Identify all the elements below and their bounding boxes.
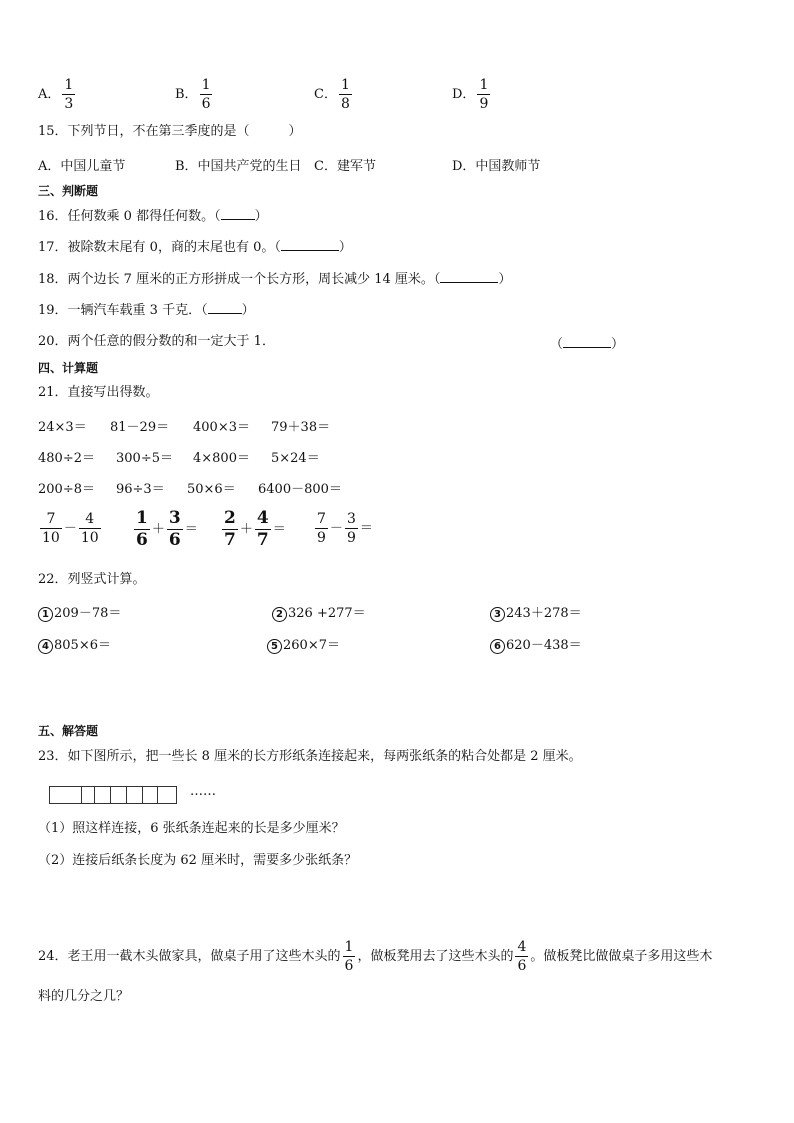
fraction <box>315 512 328 545</box>
paren-close: ） <box>611 337 625 352</box>
fraction-calc-4 <box>313 512 373 545</box>
q15-option-c: C．建军节 <box>314 159 376 174</box>
paper-strip-diagram <box>49 786 177 804</box>
option-label: A． <box>38 87 61 102</box>
fraction <box>515 940 528 973</box>
denominator: 7 <box>224 530 236 550</box>
q16 <box>38 207 268 226</box>
q23-stem: 23．如下图所示，把一些长 8 厘米的长方形纸条连接起来，每两张纸条的粘合处都是 2 厘米。 <box>38 749 582 764</box>
numerator: 3 <box>168 508 181 528</box>
denominator: 6 <box>201 96 211 112</box>
fraction <box>79 512 101 545</box>
numerator: 1 <box>136 508 148 528</box>
fraction <box>343 940 356 973</box>
section-5-title: 五、解答题 <box>38 724 99 738</box>
q18 <box>38 270 511 289</box>
q14-option-b <box>175 78 214 111</box>
strip-divider <box>110 787 111 803</box>
numerator: 4 <box>85 511 95 527</box>
answer-blank[interactable] <box>281 238 339 251</box>
fraction-calc-1 <box>38 512 103 545</box>
calc-item: 400×3＝ <box>193 420 250 435</box>
answer-blank[interactable] <box>440 270 498 283</box>
denominator: 6 <box>517 958 527 974</box>
calc-item: 96÷3＝ <box>116 482 165 497</box>
numerator: 4 <box>517 939 527 955</box>
numerator: 7 <box>46 511 56 527</box>
q22-stem: 22．列竖式计算。 <box>38 572 146 587</box>
q16-text: 16．任何数乘 0 都得任何数。（ <box>38 209 221 224</box>
q15-option-b: B．中国共产党的生日 <box>175 159 302 174</box>
operator: － <box>329 521 343 536</box>
q17 <box>38 238 352 257</box>
calc-item: 50×6＝ <box>187 482 236 497</box>
denominator: 8 <box>340 96 350 112</box>
denominator: 7 <box>256 530 269 550</box>
denominator: 6 <box>136 530 148 550</box>
equals: ＝ <box>272 522 286 537</box>
option-label: C． <box>314 87 337 102</box>
fraction <box>200 78 213 111</box>
denominator: 3 <box>64 96 74 112</box>
vertical-calc-2 <box>272 602 366 622</box>
numerator: 7 <box>317 511 326 527</box>
strip-divider <box>81 787 82 803</box>
q23-part-1: （1）照这样连接，6 张纸条连起来的长是多少厘米？ <box>38 821 345 836</box>
paren-close: ） <box>338 240 352 255</box>
denominator: 9 <box>317 530 326 546</box>
numerator: 1 <box>340 77 350 93</box>
strip-divider <box>94 787 95 803</box>
fraction <box>134 510 150 549</box>
q24-text: ，做板凳用去了这些木头的 <box>357 949 514 964</box>
q17-text: 17．被除数末尾有 0，商的末尾也有 0。（ <box>38 240 281 255</box>
denominator: 10 <box>80 530 99 546</box>
answer-blank[interactable] <box>208 301 242 314</box>
q19 <box>38 301 255 320</box>
q20-text: 20．两个任意的假分数的和一定大于 1． <box>38 334 275 349</box>
numerator: 2 <box>224 508 236 528</box>
q14-option-d <box>452 78 492 111</box>
q15-option-d: D．中国教师节 <box>452 159 541 174</box>
circled-number: 3 <box>490 607 505 622</box>
fraction-calc-3 <box>220 510 286 549</box>
q14-option-c <box>314 78 354 111</box>
vertical-calc-1 <box>38 602 121 622</box>
paren-close: ） <box>241 303 255 318</box>
strip-divider <box>142 787 143 803</box>
q15-option-a: A．中国儿童节 <box>38 159 126 174</box>
vertical-calc-6 <box>490 634 582 654</box>
q14-option-a <box>38 78 77 111</box>
expression: 326 +277＝ <box>288 606 366 621</box>
fraction <box>62 78 75 111</box>
section-3-title: 三、判断题 <box>38 184 99 198</box>
calc-item: 79＋38＝ <box>271 420 331 435</box>
calc-item: 5×24＝ <box>271 451 320 466</box>
calc-item: 300÷5＝ <box>116 451 173 466</box>
numerator: 3 <box>346 511 356 527</box>
expression: 805×6＝ <box>54 638 111 653</box>
answer-blank[interactable] <box>221 207 255 220</box>
calc-item: 480÷2＝ <box>38 451 95 466</box>
q20-answer <box>550 333 624 352</box>
calc-item: 200÷8＝ <box>38 482 95 497</box>
vertical-calc-5 <box>267 634 340 654</box>
calc-item: 4×800＝ <box>193 451 250 466</box>
circled-number: 4 <box>38 639 53 654</box>
q24-line-2: 料的几分之几？ <box>38 989 130 1004</box>
expression: 260×7＝ <box>283 638 340 653</box>
numerator: 4 <box>256 508 269 528</box>
circled-number: 6 <box>490 639 505 654</box>
denominator: 9 <box>346 530 356 546</box>
section-4-title: 四、计算题 <box>38 361 99 375</box>
expression: 243＋278＝ <box>506 606 582 621</box>
option-label: B． <box>175 87 198 102</box>
equals: ＝ <box>184 522 198 537</box>
numerator: 1 <box>344 939 354 955</box>
denominator: 6 <box>344 958 354 974</box>
q18-text: 18．两个边长 7 厘米的正方形拼成一个长方形，周长减少 14 厘米。（ <box>38 272 441 287</box>
calc-item: 6400－800＝ <box>258 482 342 497</box>
numerator: 1 <box>201 77 211 93</box>
paren-close: ） <box>498 272 512 287</box>
numerator: 1 <box>479 77 489 93</box>
q24-line-1 <box>38 940 712 973</box>
operator: － <box>63 521 77 536</box>
q19-text: 19．一辆汽车载重 3 千克．（ <box>38 303 208 318</box>
ellipsis: …… <box>190 784 216 799</box>
vertical-calc-4 <box>38 634 111 654</box>
denominator: 10 <box>42 530 60 546</box>
operator: ＋ <box>151 522 165 537</box>
fraction-calc-2 <box>132 510 198 549</box>
fraction <box>477 78 490 111</box>
fraction <box>339 78 352 111</box>
circled-number: 2 <box>272 607 287 622</box>
fraction <box>167 510 183 549</box>
denominator: 6 <box>168 530 181 550</box>
denominator: 9 <box>479 96 489 112</box>
paren-close: ） <box>254 209 268 224</box>
q23-part-2: （2）连接后纸条长度为 62 厘米时，需要多少张纸条？ <box>38 853 358 868</box>
circled-number: 5 <box>267 639 282 654</box>
fraction <box>345 512 358 545</box>
calc-item: 81－29＝ <box>110 420 170 435</box>
q24-text: 。做板凳比做做桌子多用这些木 <box>530 949 713 964</box>
equals: ＝ <box>359 521 373 536</box>
paren-open: （ <box>550 337 564 352</box>
numerator: 1 <box>64 77 74 93</box>
q21-stem: 21．直接写出得数。 <box>38 385 159 400</box>
q15-stem: 15．下列节日，不在第三季度的是（ ） <box>38 124 302 139</box>
answer-blank[interactable] <box>563 335 611 348</box>
strip-divider <box>157 787 158 803</box>
expression: 209－78＝ <box>54 606 122 621</box>
expression: 620－438＝ <box>506 638 582 653</box>
calc-item: 24×3＝ <box>38 420 87 435</box>
fraction <box>222 510 238 549</box>
fraction <box>255 510 271 549</box>
fraction <box>40 512 62 545</box>
option-label: D． <box>452 87 476 102</box>
strip-divider <box>126 787 127 803</box>
operator: ＋ <box>239 522 253 537</box>
circled-number: 1 <box>38 607 53 622</box>
q24-text: 24．老王用一截木头做家具，做桌子用了这些木头的 <box>38 949 341 964</box>
vertical-calc-3 <box>490 602 582 622</box>
